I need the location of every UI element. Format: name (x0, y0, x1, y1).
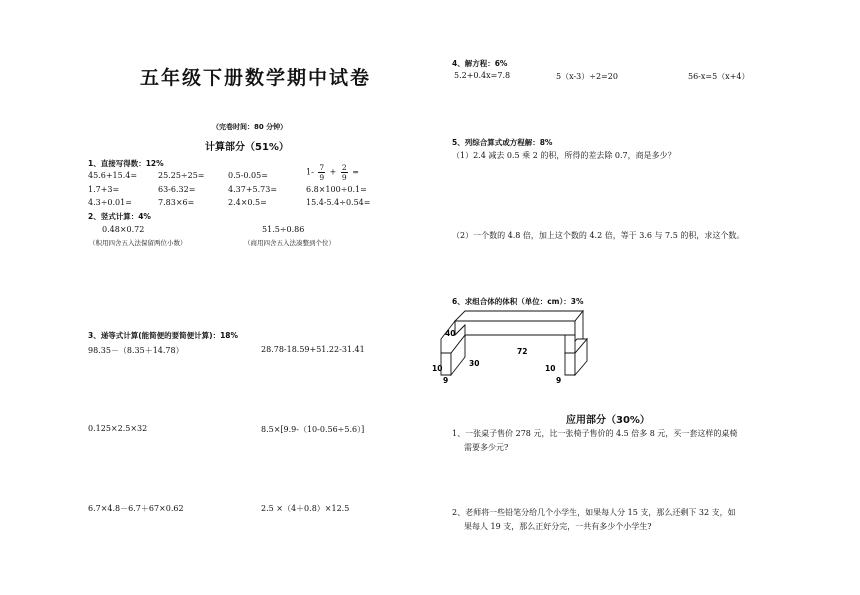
q3-item: 8.5×[9.9-（10-0.56÷5.6）] (261, 425, 365, 434)
q1-fraction-prefix: 1- (306, 167, 314, 177)
q1-item: 0.5-0.05= (228, 171, 268, 180)
dimension-label: 9 (443, 376, 449, 385)
dimension-label: 72 (517, 347, 528, 356)
q2-item: 51.5÷0.86 (262, 225, 305, 234)
q1-heading: 1、直接写得数：12% (88, 159, 164, 168)
q4-item: 5（x-3）÷2=20 (556, 72, 618, 81)
app1-line: 需要多少元? (464, 443, 509, 452)
q3-item: 28.78-18.59+51.22-31.41 (261, 345, 365, 354)
q4-item: 56-x=5（x+4） (688, 72, 750, 81)
q2-heading: 2、竖式计算：4% (88, 212, 151, 221)
q5-item: （2）一个数的 4.8 倍，加上这个数的 4.2 倍，等于 3.6 与 7.5 的积，求这个数。 (452, 231, 745, 240)
q1-item: 63-6.32= (158, 185, 196, 194)
q1-item: 2.4×0.5= (228, 198, 267, 207)
dimension-label: 10 (545, 364, 556, 373)
dimension-label: 40 (445, 329, 456, 338)
calc-section-heading: 计算部分（51%） (205, 142, 289, 153)
q1-item: 7.83×6= (158, 198, 195, 207)
q4-item: 5.2+0.4x=7.8 (454, 71, 511, 80)
q3-item: 2.5 ×（4＋0.8）×12.5 (261, 504, 350, 513)
q1-item: 6.8×100÷0.1= (306, 185, 367, 194)
q3-heading: 3、递等式计算(能简便的要简便计算)：18% (88, 331, 239, 340)
q3-item: 98.35－（8.35＋14.78） (88, 346, 184, 355)
q2-item: 0.48×0.72 (102, 225, 145, 234)
q5-heading: 5、列综合算式或方程解：8% (452, 138, 553, 147)
dimension-label: 30 (469, 359, 480, 368)
q6-heading: 6、求组合体的体积（单位：cm）：3% (452, 297, 584, 306)
q5-item: （1）2.4 减去 0.5 乘 2 的积，所得的差去除 0.7，商是多少？ (452, 151, 676, 160)
plus-sign: + (329, 167, 337, 177)
q1-item: 15.4-5.4÷0.54= (306, 198, 371, 207)
dimension-label: 9 (556, 376, 562, 385)
q1-fraction-item (306, 163, 359, 182)
dimension-label: 10 (432, 364, 443, 373)
fraction-denominator: 9 (341, 173, 347, 182)
q1-item: 4.37+5.73= (228, 185, 278, 194)
app1-line: 1、一张桌子售价 278 元，比一张椅子售价的 4.5 倍多 8 元，买一套这样的桌椅 (452, 429, 738, 438)
composite-solid-figure (425, 305, 605, 390)
fraction-two-ninths (341, 163, 348, 182)
application-section-heading: 应用部分（30%） (566, 415, 650, 426)
exam-title: 五年级下册数学期中试卷 (140, 67, 372, 89)
fraction-denominator: 9 (319, 173, 325, 182)
q2-note: （积用四舍五入法保留两位小数） (89, 239, 187, 247)
time-note: （完卷时间：80 分钟） (212, 123, 288, 131)
fraction-numerator: 2 (341, 163, 347, 172)
fraction-seven-ninths (318, 163, 325, 182)
q1-item: 45.6+15.4= (88, 171, 138, 180)
app2-line: 2、老师将一些铅笔分给几个小学生，如果每人分 15 支，那么还剩下 32 支，如 (452, 508, 736, 517)
q1-item: 4.3÷0.01= (88, 198, 132, 207)
fraction-numerator: 7 (319, 163, 325, 172)
equals-sign: = (352, 167, 359, 177)
q2-note: （商用四舍五入法凑整到个位） (244, 239, 335, 247)
q3-item: 0.125×2.5×32 (88, 424, 148, 433)
q1-item: 1.7+3= (88, 185, 120, 194)
q3-item: 6.7×4.8－6.7＋67×0.62 (88, 504, 184, 513)
q1-item: 25.25÷25= (158, 171, 205, 180)
app2-line: 果每人 19 支，那么正好分完，一共有多少个小学生? (464, 522, 652, 531)
q4-heading: 4、解方程：6% (452, 59, 508, 68)
